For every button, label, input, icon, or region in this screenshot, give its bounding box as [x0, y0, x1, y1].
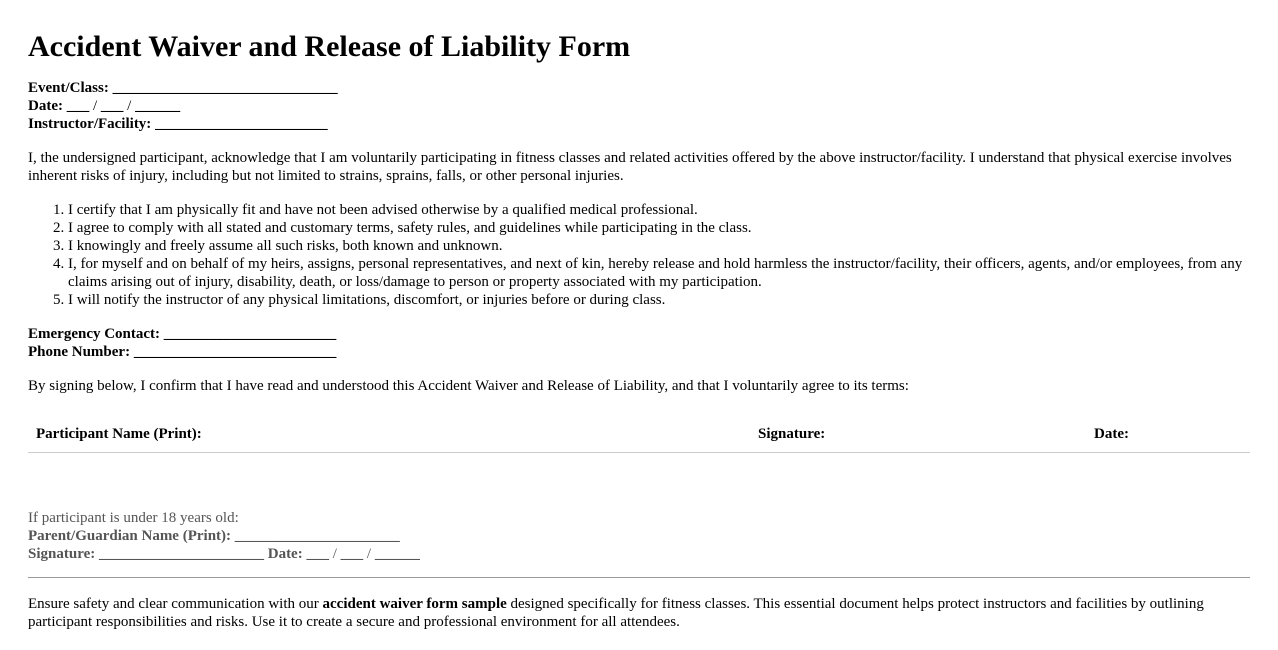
event-class-blank[interactable]: ______________________________ [112, 80, 338, 96]
guardian-date-day-blank[interactable]: ___ [340, 546, 364, 562]
signature-table [28, 417, 1250, 453]
date-separator: / [332, 546, 337, 562]
date-separator: / [127, 98, 132, 114]
date-label: Date: [28, 98, 63, 114]
date-header: Date: [1086, 417, 1250, 453]
minor-note: If participant is under 18 years old: [28, 510, 239, 526]
signature-table-header-row [28, 417, 1250, 453]
term-item: 2. I agree to comply with all stated and customary terms, safety rules, and guidelines while participating in the class. [68, 219, 1250, 237]
guardian-signature-label: Signature: [28, 546, 96, 562]
event-class-field [28, 79, 1250, 97]
section-divider [28, 577, 1250, 578]
guardian-signature-field [28, 545, 1250, 563]
date-month-blank[interactable]: ___ [66, 98, 90, 114]
term-item: 5. I will notify the instructor of any physical limitations, discomfort, or injuries before or during class. [68, 291, 1250, 309]
date-year-blank[interactable]: ______ [135, 98, 181, 114]
date-day-blank[interactable]: ___ [100, 98, 124, 114]
date-separator: / [366, 546, 372, 562]
guardian-date-year-blank[interactable]: ______ [374, 546, 420, 562]
footer-highlight: accident waiver form sample [322, 596, 507, 612]
guardian-signature-blank[interactable]: ______________________ [98, 546, 264, 562]
phone-number-label: Phone Number: [28, 344, 131, 360]
footer-description [28, 595, 1250, 631]
guardian-date-month-blank[interactable]: ___ [306, 546, 329, 562]
footer-text-after: designed specifically for fitness classes. This essential document helps protect instructors and facilities by outlining participant responsibilities and risks. Use it to create a secure and professional environment for all attendees. [28, 596, 1204, 630]
event-class-label: Event/Class: [28, 80, 109, 96]
guardian-name-label: Parent/Guardian Name (Print): [28, 528, 232, 544]
signature-header: Signature: [750, 417, 1086, 453]
term-item: 3. I knowingly and freely assume all such risks, both known and unknown. [68, 237, 1250, 255]
phone-number-field [28, 343, 1250, 361]
date-separator: / [92, 98, 98, 114]
instructor-facility-blank[interactable]: _______________________ [155, 116, 328, 132]
emergency-contact-blank[interactable]: _______________________ [163, 326, 337, 342]
confirmation-text: By signing below, I confirm that I have read and understood this Accident Waiver and Release of Liability, and that I voluntarily agree to its terms: [28, 378, 909, 394]
minor-guardian-section [28, 509, 1250, 563]
guardian-date-label: Date: [267, 546, 303, 562]
guardian-name-field [28, 527, 1250, 545]
instructor-facility-field [28, 115, 1250, 133]
instructor-facility-label: Instructor/Facility: [28, 116, 152, 132]
emergency-contact-label: Emergency Contact: [28, 326, 161, 342]
footer-text-before: Ensure safety and clear communication with our [28, 596, 323, 612]
term-item: 1. I certify that I am physically fit and have not been advised otherwise by a qualified medical professional. [68, 201, 1250, 219]
date-field [28, 97, 1250, 115]
guardian-name-blank[interactable]: ______________________ [234, 528, 400, 544]
terms-list [28, 201, 1250, 309]
emergency-contact-field [28, 325, 1250, 343]
emergency-contact-section [28, 325, 1250, 361]
intro-paragraph: I, the undersigned participant, acknowledge that I am voluntarily participating in fitness classes and related activities offered by the above instructor/facility. I understand that physical exercise involves inherent risks of injury, including but not limited to strains, sprains, falls, or other personal injuries. [28, 150, 1232, 184]
page-title: Accident Waiver and Release of Liability Form [28, 30, 631, 63]
participant-name-header: Participant Name (Print): [28, 417, 750, 453]
phone-number-blank[interactable]: ___________________________ [133, 344, 337, 360]
header-fields [28, 79, 1250, 133]
term-item: 4. I, for myself and on behalf of my heirs, assigns, personal representatives, and next of kin, hereby release and hold harmless the instructor/facility, their officers, agents, and/or employees, from any claims arising out of injury, disability, death, or loss/damage to person or property associated with my participation. [68, 255, 1250, 291]
